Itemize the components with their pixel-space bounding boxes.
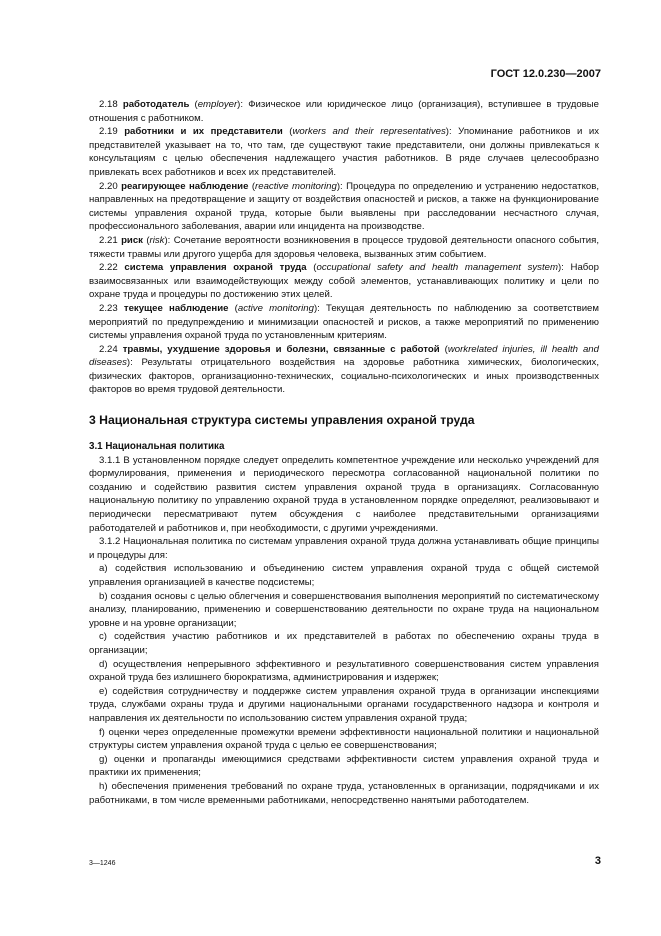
policy-item: c) содействия участию работников и их представителей в работах по обеспечению охраны труда в организации; bbox=[89, 631, 599, 656]
policy-items bbox=[89, 562, 599, 807]
section-title: 3 Национальная структура системы управления охраной труда bbox=[89, 413, 475, 428]
definition-number: 2.23 bbox=[99, 302, 118, 314]
document-body bbox=[89, 98, 599, 807]
definition-item: 2.22 система управления охраной труда (occupational safety and health management system): Набор взаимосвязанных или взаимодействующих между собой элементов, устанавливающих политику и цели по охране труда и процедуры по достижению этих целей. bbox=[89, 262, 599, 301]
definition-text: Физическое или юридическое лицо (организация), вступившее в трудовые отношения с работником. bbox=[89, 99, 599, 124]
definition-term: текущее наблюдение bbox=[123, 302, 229, 314]
definition-english-term: reactive monitoring bbox=[255, 180, 337, 192]
policy-item: f) оценки через определенные промежутки времени эффективности национальной политики и национальной структуры систем управления охраной труда с целью ее совершенствования; bbox=[89, 726, 599, 752]
definition-item: 2.18 работодатель (employer): Физическое или юридическое лицо (организация), вступившее в трудовые отношения с работником. bbox=[89, 99, 599, 124]
definition-english-term: occupational safety and health management system bbox=[316, 262, 558, 274]
definitions-list bbox=[89, 98, 599, 397]
definition-term: система управления охраной труда bbox=[124, 262, 307, 274]
definition-term: работники и их представители bbox=[124, 126, 283, 138]
definition-english-term: risk bbox=[149, 234, 165, 246]
definition-number: 2.20 bbox=[99, 180, 118, 192]
definition-number: 2.19 bbox=[99, 126, 118, 138]
footer-sheet-code: 3—1246 bbox=[89, 860, 116, 867]
definition-item: 2.24 травмы, ухудшение здоровья и болезни, связанные с работой (workrelated injuries, ill health and diseases): Результаты отрицательного воздействия на здоровье работника химических, биологических, физических факторов, организационно-технических, социально-психологических и иных производственных факторов во время трудовой деятельности. bbox=[89, 343, 599, 396]
policy-item: e) содействия сотрудничеству и поддержке систем управления охраной труда в организации инспекциями труда, службами охраны труда и другими национальными органами государственного надзора и контроля и направления их деятельности по использованию систем управления охраной труда; bbox=[89, 685, 599, 724]
definition-term: реагирующее наблюдение bbox=[121, 180, 249, 192]
definition-number: 2.21 bbox=[99, 234, 118, 246]
definition-english-term: active monitoring bbox=[237, 302, 314, 314]
policy-item: d) осуществления непрерывного эффективного и результативного совершенствования систем управления охраной труда без излишнего бюрократизма, администрирования и издержек; bbox=[89, 658, 599, 684]
definition-item: 2.23 текущее наблюдение (active monitoring): Текущая деятельность по наблюдению за соответствием мероприятий по предупреждению и минимизации опасностей и рисков, а также мероприятий по применению системы управления охраной труда по установленным критериям. bbox=[89, 302, 599, 342]
definition-text: Текущая деятельность по наблюдению за соответствием мероприятий по предупреждению и минимизации опасностей и рисков, а также мероприятий по применению системы управления охраной труда по установленным критериям. bbox=[89, 302, 599, 342]
definition-text: Набор взаимосвязанных или взаимодействующих между собой элементов, устанавливающих политику и цели по охране труда и процедуры по достижению этих целей. bbox=[89, 262, 599, 301]
subsection-title: 3.1 Национальная политика bbox=[89, 441, 225, 453]
page-number: 3 bbox=[594, 855, 601, 867]
definition-number: 2.22 bbox=[99, 262, 118, 274]
definition-number: 2.24 bbox=[99, 343, 118, 355]
policy-item: g) оценки и пропаганды имеющимися средствами эффективности систем управления охраной труда и практики их применения; bbox=[89, 753, 599, 779]
definition-english-term: workrelated injuries, ill health and diseases bbox=[89, 343, 599, 369]
policy-item: h) обеспечения применения требований по охране труда, установленных в организации, подрядчиками и их работниками, в том числе временными работниками, непосредственно нанятыми работодателем. bbox=[89, 780, 599, 806]
definition-number: 2.18 bbox=[99, 99, 118, 110]
definition-text: Результаты отрицательного воздействия на здоровье работника химических, биологических, физических факторов, организационно-технических, социально-психологических и иных производственных факторов во время трудовой деятельности. bbox=[89, 357, 599, 396]
definition-item: 2.21 риск (risk): Сочетание вероятности возникновения в процессе трудовой деятельности опасного события, тяжести травмы или другого ущерба для здоровья человека, вызванных этим событием. bbox=[89, 234, 600, 260]
definition-item: 2.20 реагирующее наблюдение (reactive monitoring): Процедура по определению и устранению недостатков, направленных на предотвращение и защиту от воздействия опасностей и рисков, а также на функционирование системы управления охраной труда, которые были выявлены при расследовании несчастного случая, профессионального заболевания, аварии или инцидента на производстве. bbox=[89, 180, 599, 233]
definition-text: Упоминание работников и их представителей указывает на то, что там, где существуют такие представители, они должны привлекаться к консультациям с целью обеспечения надлежащего участия работников. В ряде случаев целесообразно привлекать всех работников и всех их представителей. bbox=[89, 126, 599, 178]
definition-item: 2.19 работники и их представители (workers and their representatives): Упоминание работников и их представителей указывает на то, что там, где существуют такие представители, они должны привлекаться к консультациям с целью обеспечения надлежащего участия работников. В ряде случаев целесообразно привлекать всех работников и всех их представителей. bbox=[89, 126, 599, 178]
definition-english-term: workers and their representatives bbox=[292, 126, 446, 138]
definition-text: Сочетание вероятности возникновения в процессе трудовой деятельности опасного события, тяжести травмы или другого ущерба для здоровья человека, вызванных этим событием. bbox=[89, 234, 600, 260]
definition-english-term: employer bbox=[197, 99, 238, 110]
definition-term: травмы, ухудшение здоровья и болезни, связанные с работой bbox=[122, 343, 440, 355]
policy-item: a) содействия использованию и объединению систем управления охраной труда с общей системой управления организацией в качестве подсистемы; bbox=[89, 563, 599, 588]
definition-text: Процедура по определению и устранению недостатков, направленных на предотвращение и защиту от воздействия опасностей и рисков, а также на функционирование системы управления охраной труда, которые были выявлены при расследовании несчастного случая, профессионального заболевания, аварии или инцидента на производстве. bbox=[89, 180, 599, 233]
paragraph-3-1-1: 3.1.1 В установленном порядке следует определить компетентное учреждение или несколько учреждений для формулирования, применения и периодического пересмотра согласованной национальной политики по созданию и содействию развития систем управления охраной труда в организациях. Согласованную национальную политику по управлению охраной труда в установленном порядке определяют, реализовывают и периодически пересматривают путем обсуждения с наиболее представительными организациями работодателей и работников и, при необходимости, с другими учреждениями. bbox=[89, 454, 599, 534]
policy-item: b) создания основы с целью облегчения и совершенствования выполнения мероприятий по систематическому анализу, планированию, применению и совершенствованию деятельности по охране труда на национальном уровне и на уровне организации; bbox=[89, 590, 599, 629]
definition-term: работодатель bbox=[122, 99, 190, 110]
document-code: ГОСТ 12.0.230—2007 bbox=[490, 68, 601, 80]
paragraph-3-1-2: 3.1.2 Национальная политика по системам управления охраной труда должна устанавливать общие принципы и процедуры для: bbox=[89, 536, 599, 561]
definition-term: риск bbox=[121, 234, 143, 246]
